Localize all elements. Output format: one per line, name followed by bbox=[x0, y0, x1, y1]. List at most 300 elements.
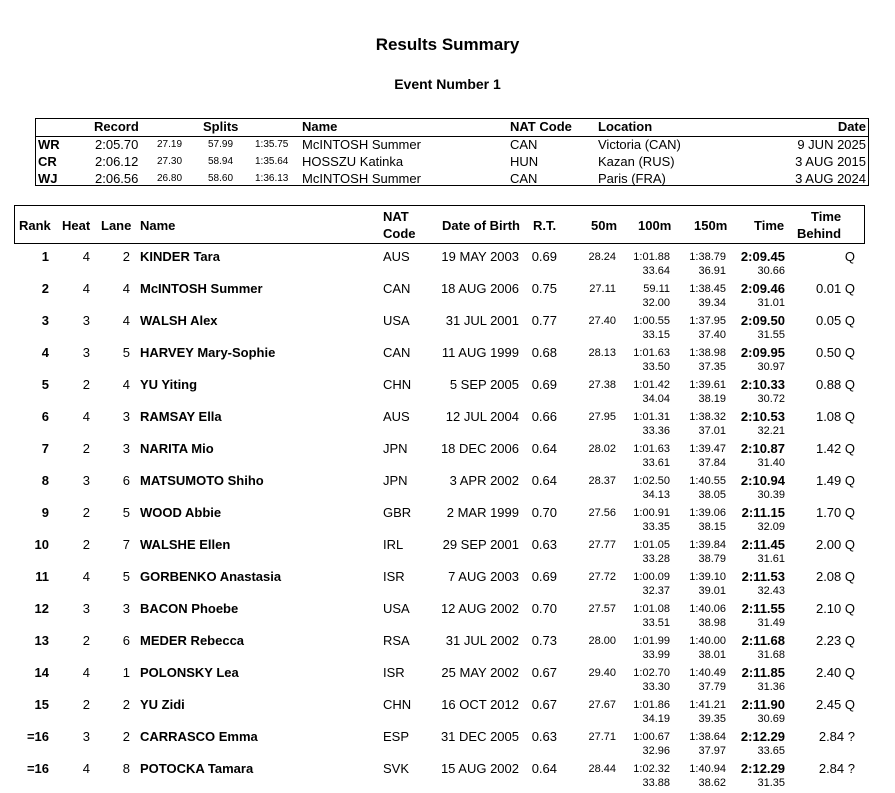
result-nat: GBR bbox=[383, 505, 412, 520]
result-sp150: 38.15 bbox=[698, 521, 726, 533]
result-sp150: 39.34 bbox=[698, 297, 726, 309]
record-row bbox=[36, 153, 868, 170]
result-heat: 4 bbox=[82, 281, 90, 296]
event-number: Event Number 1 bbox=[394, 76, 501, 92]
result-sp200: 31.36 bbox=[757, 681, 785, 693]
result-dob: 31 JUL 2001 bbox=[445, 313, 519, 328]
records-header bbox=[36, 119, 868, 137]
result-name: CARRASCO Emma bbox=[140, 729, 258, 744]
record-name: McINTOSH Summer bbox=[302, 137, 421, 152]
result-m50: 28.02 bbox=[588, 443, 616, 455]
result-m100: 1:00.91 bbox=[633, 507, 670, 519]
m150-header: 150m bbox=[694, 218, 728, 233]
result-sp100: 34.19 bbox=[642, 713, 670, 725]
result-heat: 3 bbox=[82, 729, 90, 744]
result-row bbox=[0, 505, 895, 537]
result-sp200: 31.40 bbox=[757, 457, 785, 469]
result-m150: 1:38.45 bbox=[689, 283, 726, 295]
result-m150: 1:38.32 bbox=[689, 411, 726, 423]
result-heat: 2 bbox=[82, 441, 90, 456]
record-location: Paris (FRA) bbox=[598, 171, 666, 186]
result-name: HARVEY Mary-Sophie bbox=[140, 345, 276, 360]
result-rank: 15 bbox=[34, 697, 49, 712]
result-behind: 0.88 Q bbox=[815, 377, 855, 392]
result-name: NARITA Mio bbox=[140, 441, 214, 456]
result-sp100: 32.00 bbox=[642, 297, 670, 309]
result-dob: 31 DEC 2005 bbox=[440, 729, 519, 744]
result-sp150: 37.79 bbox=[698, 681, 726, 693]
result-rt: 0.63 bbox=[531, 729, 557, 744]
result-sp100: 33.35 bbox=[642, 521, 670, 533]
result-name: RAMSAY Ella bbox=[140, 409, 222, 424]
result-dob: 18 DEC 2006 bbox=[440, 441, 519, 456]
record-s2: 57.99 bbox=[208, 139, 234, 150]
result-row bbox=[0, 729, 895, 761]
result-behind: 1.08 Q bbox=[815, 409, 855, 424]
result-dob: 5 SEP 2005 bbox=[449, 377, 519, 392]
dob-header: Date of Birth bbox=[442, 218, 520, 233]
result-behind: 2.40 Q bbox=[815, 665, 855, 680]
result-rt: 0.69 bbox=[531, 377, 557, 392]
result-m150: 1:38.98 bbox=[689, 347, 726, 359]
result-rt: 0.64 bbox=[531, 473, 557, 488]
result-name: YU Yiting bbox=[140, 377, 198, 392]
result-rt: 0.70 bbox=[531, 505, 557, 520]
result-rt: 0.67 bbox=[531, 665, 557, 680]
result-m50: 27.38 bbox=[588, 379, 616, 391]
result-rt: 0.64 bbox=[531, 761, 557, 776]
result-rt: 0.77 bbox=[531, 313, 557, 328]
result-sp100: 32.96 bbox=[642, 745, 670, 757]
result-m50: 27.56 bbox=[588, 507, 616, 519]
location-header: Location bbox=[598, 119, 653, 134]
record-row bbox=[36, 136, 868, 153]
result-m150: 1:40.49 bbox=[689, 667, 726, 679]
result-behind: 2.08 Q bbox=[815, 569, 855, 584]
result-m100: 1:01.99 bbox=[633, 635, 670, 647]
result-name: McINTOSH Summer bbox=[140, 281, 263, 296]
result-row bbox=[0, 633, 895, 665]
result-rank: 8 bbox=[41, 473, 49, 488]
result-sp150: 38.01 bbox=[698, 649, 726, 661]
result-nat: IRL bbox=[383, 537, 404, 552]
rt-header: R.T. bbox=[533, 218, 557, 233]
result-heat: 4 bbox=[82, 569, 90, 584]
result-behind: Q bbox=[844, 249, 855, 264]
result-m100: 1:02.32 bbox=[633, 763, 670, 775]
record-code: CR bbox=[38, 154, 57, 169]
result-sp200: 30.69 bbox=[757, 713, 785, 725]
result-dob: 19 MAY 2003 bbox=[441, 249, 519, 264]
result-time: 2:10.87 bbox=[740, 441, 785, 456]
heat-header: Heat bbox=[62, 218, 91, 233]
result-rank: 9 bbox=[41, 505, 49, 520]
result-sp150: 37.97 bbox=[698, 745, 726, 757]
record-date: 3 AUG 2015 bbox=[795, 154, 866, 169]
record-name: McINTOSH Summer bbox=[302, 171, 421, 186]
record-date: 9 JUN 2025 bbox=[797, 137, 866, 152]
result-nat: AUS bbox=[383, 249, 410, 264]
result-heat: 4 bbox=[82, 409, 90, 424]
result-nat: CHN bbox=[383, 377, 412, 392]
result-lane: 6 bbox=[122, 473, 130, 488]
result-sp200: 32.43 bbox=[757, 585, 785, 597]
result-sp150: 39.35 bbox=[698, 713, 726, 725]
result-rank: 3 bbox=[41, 313, 49, 328]
result-m50: 27.67 bbox=[588, 699, 616, 711]
name-header: Name bbox=[140, 218, 176, 233]
result-lane: 4 bbox=[122, 313, 130, 328]
date-header: Date bbox=[837, 119, 866, 134]
result-lane: 2 bbox=[122, 729, 130, 744]
result-sp100: 33.64 bbox=[642, 265, 670, 277]
result-rank: 4 bbox=[41, 345, 49, 360]
result-m150: 1:41.21 bbox=[689, 699, 726, 711]
record-time: 2:06.12 bbox=[95, 154, 139, 169]
result-heat: 4 bbox=[82, 249, 90, 264]
result-rank: =16 bbox=[26, 761, 49, 776]
result-lane: 3 bbox=[122, 441, 130, 456]
result-sp200: 31.68 bbox=[757, 649, 785, 661]
result-nat: ESP bbox=[383, 729, 410, 744]
result-sp100: 33.88 bbox=[642, 777, 670, 789]
result-sp150: 38.98 bbox=[698, 617, 726, 629]
result-m50: 28.13 bbox=[588, 347, 616, 359]
result-nat: USA bbox=[383, 601, 410, 616]
result-heat: 3 bbox=[82, 345, 90, 360]
result-sp200: 30.97 bbox=[757, 361, 785, 373]
result-m50: 28.24 bbox=[588, 251, 616, 263]
result-m100: 1:01.05 bbox=[633, 539, 670, 551]
result-rt: 0.73 bbox=[531, 633, 557, 648]
result-row bbox=[0, 697, 895, 729]
record-s2: 58.94 bbox=[208, 156, 234, 167]
rank-header: Rank bbox=[19, 218, 51, 233]
result-lane: 5 bbox=[122, 345, 130, 360]
result-time: 2:09.95 bbox=[740, 345, 785, 360]
result-lane: 3 bbox=[122, 601, 130, 616]
result-rank: 5 bbox=[41, 377, 49, 392]
result-heat: 4 bbox=[82, 665, 90, 680]
result-behind: 2.45 Q bbox=[815, 697, 855, 712]
result-sp150: 37.40 bbox=[698, 329, 726, 341]
result-m150: 1:39.47 bbox=[689, 443, 726, 455]
record-date: 3 AUG 2024 bbox=[795, 171, 866, 186]
result-m150: 1:38.64 bbox=[689, 731, 726, 743]
result-nat: SVK bbox=[383, 761, 410, 776]
result-row bbox=[0, 601, 895, 633]
record-location: Victoria (CAN) bbox=[598, 137, 681, 152]
record-s3: 1:35.75 bbox=[255, 139, 289, 150]
record-s3: 1:36.13 bbox=[255, 173, 289, 184]
result-time: 2:11.85 bbox=[741, 665, 785, 680]
result-lane: 8 bbox=[122, 761, 130, 776]
result-m100: 1:02.70 bbox=[633, 667, 670, 679]
result-sp100: 33.36 bbox=[642, 425, 670, 437]
result-m150: 1:37.95 bbox=[689, 315, 726, 327]
result-rank: 6 bbox=[41, 409, 49, 424]
record-time: 2:05.70 bbox=[95, 137, 139, 152]
result-m100: 1:00.67 bbox=[633, 731, 670, 743]
result-lane: 2 bbox=[122, 249, 130, 264]
result-m100: 1:00.55 bbox=[633, 315, 670, 327]
result-row bbox=[0, 569, 895, 601]
result-name: YU Zidi bbox=[140, 697, 185, 712]
nat-header: NAT Code bbox=[510, 119, 572, 134]
result-time: 2:09.50 bbox=[740, 313, 785, 328]
result-behind: 1.42 Q bbox=[815, 441, 855, 456]
result-nat: AUS bbox=[383, 409, 410, 424]
record-nat: CAN bbox=[510, 137, 538, 152]
result-nat: ISR bbox=[383, 665, 405, 680]
result-sp100: 33.61 bbox=[642, 457, 670, 469]
record-s1: 27.19 bbox=[157, 139, 183, 150]
result-lane: 1 bbox=[122, 665, 130, 680]
result-m100: 59.11 bbox=[643, 283, 670, 295]
record-nat: HUN bbox=[510, 154, 539, 169]
result-rank: 11 bbox=[35, 569, 49, 584]
record-row bbox=[36, 170, 868, 187]
result-sp150: 37.84 bbox=[698, 457, 726, 469]
result-m100: 1:01.63 bbox=[633, 443, 670, 455]
result-m100: 1:02.50 bbox=[633, 475, 670, 487]
behind-header: Behind bbox=[797, 226, 842, 241]
result-name: POLONSKY Lea bbox=[140, 665, 239, 680]
result-m100: 1:01.31 bbox=[633, 411, 670, 423]
result-dob: 12 AUG 2002 bbox=[440, 601, 519, 616]
result-row bbox=[0, 441, 895, 473]
result-sp100: 33.51 bbox=[642, 617, 670, 629]
result-sp200: 32.09 bbox=[757, 521, 785, 533]
result-m100: 1:01.42 bbox=[633, 379, 670, 391]
result-sp200: 31.01 bbox=[757, 297, 785, 309]
result-lane: 2 bbox=[122, 697, 130, 712]
result-sp100: 32.37 bbox=[642, 585, 670, 597]
result-rank: 7 bbox=[41, 441, 49, 456]
result-behind: 2.84 ? bbox=[818, 761, 855, 776]
result-nat: ISR bbox=[383, 569, 405, 584]
result-name: POTOCKA Tamara bbox=[140, 761, 254, 776]
result-lane: 5 bbox=[122, 569, 130, 584]
result-time: 2:11.53 bbox=[741, 569, 785, 584]
result-sp150: 38.62 bbox=[698, 777, 726, 789]
record-s2: 58.60 bbox=[208, 173, 234, 184]
result-m50: 27.95 bbox=[588, 411, 616, 423]
record-s1: 26.80 bbox=[157, 173, 183, 184]
result-lane: 3 bbox=[122, 409, 130, 424]
result-m150: 1:40.06 bbox=[689, 603, 726, 615]
result-m150: 1:40.00 bbox=[689, 635, 726, 647]
code-header: Code bbox=[383, 226, 416, 241]
result-rt: 0.66 bbox=[531, 409, 557, 424]
result-m150: 1:39.61 bbox=[689, 379, 726, 391]
record-code: WR bbox=[38, 137, 60, 152]
result-heat: 3 bbox=[82, 601, 90, 616]
result-rank: 13 bbox=[34, 633, 49, 648]
result-heat: 2 bbox=[82, 537, 90, 552]
result-behind: 2.84 ? bbox=[818, 729, 855, 744]
result-m150: 1:39.84 bbox=[689, 539, 726, 551]
result-sp200: 31.49 bbox=[757, 617, 785, 629]
result-m150: 1:40.55 bbox=[689, 475, 726, 487]
result-dob: 25 MAY 2002 bbox=[441, 665, 519, 680]
record-header: Record bbox=[94, 119, 139, 134]
result-sp100: 34.04 bbox=[642, 393, 670, 405]
result-time: 2:12.29 bbox=[740, 729, 785, 744]
result-nat: CHN bbox=[383, 697, 412, 712]
result-m100: 1:01.63 bbox=[633, 347, 670, 359]
result-m50: 29.40 bbox=[588, 667, 616, 679]
record-code: WJ bbox=[38, 171, 58, 186]
result-dob: 11 AUG 1999 bbox=[441, 345, 519, 360]
result-row bbox=[0, 345, 895, 377]
record-location: Kazan (RUS) bbox=[598, 154, 675, 169]
result-dob: 7 AUG 2003 bbox=[448, 569, 519, 584]
record-time: 2:06.56 bbox=[95, 171, 139, 186]
result-behind: 1.49 Q bbox=[815, 473, 855, 488]
result-nat: CAN bbox=[383, 281, 411, 296]
result-heat: 2 bbox=[82, 633, 90, 648]
result-sp200: 30.66 bbox=[757, 265, 785, 277]
result-row bbox=[0, 409, 895, 441]
result-sp150: 38.79 bbox=[698, 553, 726, 565]
result-behind: 0.01 Q bbox=[815, 281, 855, 296]
m50-header: 50m bbox=[591, 218, 618, 233]
result-rank: 14 bbox=[34, 665, 49, 680]
results-header bbox=[14, 205, 865, 244]
result-name: KINDER Tara bbox=[140, 249, 220, 264]
time-behind-header: Time bbox=[811, 209, 842, 224]
result-time: 2:11.15 bbox=[741, 505, 785, 520]
result-sp100: 33.99 bbox=[642, 649, 670, 661]
lane-header: Lane bbox=[101, 218, 132, 233]
record-s1: 27.30 bbox=[157, 156, 183, 167]
result-m50: 27.77 bbox=[588, 539, 616, 551]
result-time: 2:10.53 bbox=[740, 409, 785, 424]
result-nat: JPN bbox=[383, 473, 408, 488]
result-row bbox=[0, 281, 895, 313]
result-row bbox=[0, 761, 895, 793]
result-sp150: 38.05 bbox=[698, 489, 726, 501]
result-m50: 28.00 bbox=[588, 635, 616, 647]
result-rank: 1 bbox=[41, 249, 49, 264]
result-behind: 0.50 Q bbox=[815, 345, 855, 360]
result-nat: CAN bbox=[383, 345, 411, 360]
result-lane: 4 bbox=[122, 281, 130, 296]
result-row bbox=[0, 249, 895, 281]
result-sp200: 31.55 bbox=[757, 329, 785, 341]
result-lane: 6 bbox=[122, 633, 130, 648]
splits-header: Splits bbox=[203, 119, 239, 134]
result-m50: 27.71 bbox=[588, 731, 616, 743]
result-heat: 2 bbox=[82, 505, 90, 520]
result-row bbox=[0, 537, 895, 569]
result-dob: 15 AUG 2002 bbox=[440, 761, 519, 776]
result-name: WOOD Abbie bbox=[140, 505, 222, 520]
result-m150: 1:40.94 bbox=[689, 763, 726, 775]
result-dob: 12 JUL 2004 bbox=[445, 409, 519, 424]
result-m100: 1:01.88 bbox=[633, 251, 670, 263]
name-header: Name bbox=[302, 119, 338, 134]
result-rank: 10 bbox=[34, 537, 49, 552]
record-name: HOSSZU Katinka bbox=[302, 154, 404, 169]
result-dob: 31 JUL 2002 bbox=[445, 633, 519, 648]
result-sp200: 30.39 bbox=[757, 489, 785, 501]
result-name: WALSHE Ellen bbox=[140, 537, 231, 552]
result-m50: 28.44 bbox=[588, 763, 616, 775]
result-m150: 1:39.10 bbox=[689, 571, 726, 583]
result-m150: 1:38.79 bbox=[689, 251, 726, 263]
result-m50: 27.11 bbox=[589, 283, 616, 295]
result-heat: 2 bbox=[82, 377, 90, 392]
result-m100: 1:00.09 bbox=[633, 571, 670, 583]
result-m50: 27.40 bbox=[588, 315, 616, 327]
result-row bbox=[0, 377, 895, 409]
result-rt: 0.69 bbox=[531, 249, 557, 264]
result-sp200: 31.35 bbox=[757, 777, 785, 789]
result-time: 2:11.68 bbox=[741, 633, 785, 648]
result-heat: 4 bbox=[82, 761, 90, 776]
result-sp100: 34.13 bbox=[642, 489, 670, 501]
time-header: Time bbox=[754, 218, 785, 233]
result-behind: 1.70 Q bbox=[815, 505, 855, 520]
result-time: 2:09.45 bbox=[740, 249, 785, 264]
result-rt: 0.68 bbox=[531, 345, 557, 360]
result-rt: 0.63 bbox=[531, 537, 557, 552]
result-time: 2:12.29 bbox=[740, 761, 785, 776]
result-heat: 3 bbox=[82, 313, 90, 328]
result-nat: RSA bbox=[383, 633, 410, 648]
result-rt: 0.69 bbox=[531, 569, 557, 584]
result-sp200: 30.72 bbox=[757, 393, 785, 405]
result-sp200: 32.21 bbox=[757, 425, 785, 437]
record-nat: CAN bbox=[510, 171, 538, 186]
record-s3: 1:35.64 bbox=[255, 156, 289, 167]
result-time: 2:11.90 bbox=[741, 697, 785, 712]
result-behind: 0.05 Q bbox=[815, 313, 855, 328]
records-table bbox=[35, 118, 869, 186]
result-dob: 18 AUG 2006 bbox=[440, 281, 519, 296]
result-dob: 29 SEP 2001 bbox=[442, 537, 519, 552]
result-rt: 0.75 bbox=[531, 281, 557, 296]
result-sp100: 33.30 bbox=[642, 681, 670, 693]
result-name: GORBENKO Anastasia bbox=[140, 569, 282, 584]
result-name: BACON Phoebe bbox=[140, 601, 239, 616]
result-time: 2:09.46 bbox=[740, 281, 785, 296]
result-row bbox=[0, 665, 895, 697]
result-row bbox=[0, 313, 895, 345]
result-rt: 0.67 bbox=[531, 697, 557, 712]
result-m100: 1:01.86 bbox=[633, 699, 670, 711]
result-rt: 0.64 bbox=[531, 441, 557, 456]
m100-header: 100m bbox=[638, 218, 672, 233]
result-nat: USA bbox=[383, 313, 410, 328]
result-time: 2:11.55 bbox=[741, 601, 785, 616]
result-dob: 3 APR 2002 bbox=[449, 473, 519, 488]
result-row bbox=[0, 473, 895, 505]
result-m100: 1:01.08 bbox=[633, 603, 670, 615]
result-rank: =16 bbox=[26, 729, 49, 744]
result-lane: 4 bbox=[122, 377, 130, 392]
result-nat: JPN bbox=[383, 441, 408, 456]
result-behind: 2.10 Q bbox=[815, 601, 855, 616]
result-sp100: 33.15 bbox=[642, 329, 670, 341]
result-heat: 2 bbox=[82, 697, 90, 712]
result-name: MEDER Rebecca bbox=[140, 633, 245, 648]
page-title: Results Summary bbox=[375, 35, 520, 54]
result-sp150: 36.91 bbox=[698, 265, 726, 277]
result-time: 2:11.45 bbox=[741, 537, 785, 552]
